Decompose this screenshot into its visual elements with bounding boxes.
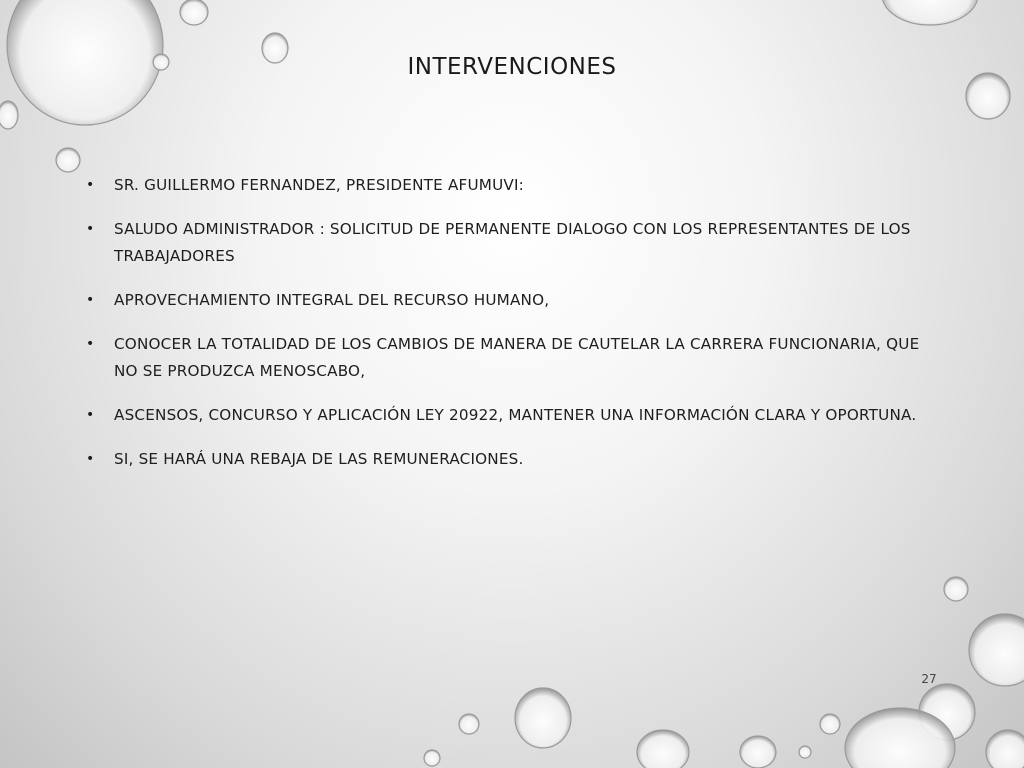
bullet-text: SR. GUILLERMO FERNANDEZ, PRESIDENTE AFUMUVI: — [114, 176, 525, 194]
bullet-item — [86, 446, 936, 473]
water-drop — [515, 688, 571, 748]
water-drop — [820, 714, 840, 734]
bullet-icon: • — [86, 177, 95, 193]
bullet-item — [86, 287, 936, 314]
bullet-icon: • — [86, 451, 95, 467]
bullet-item — [86, 172, 936, 199]
bullet-icon: • — [86, 407, 95, 423]
bullet-item — [86, 402, 936, 429]
bullet-item — [86, 331, 936, 385]
water-drop — [424, 750, 440, 766]
bullet-icon: • — [86, 336, 95, 352]
water-drop — [637, 730, 689, 768]
water-drop — [944, 577, 968, 601]
water-drop — [740, 736, 776, 768]
water-drop — [459, 714, 479, 734]
water-drop — [180, 0, 208, 25]
bullet-icon: • — [86, 292, 95, 308]
bullet-icon: • — [86, 221, 95, 237]
water-drop — [0, 101, 18, 129]
bullet-text: APROVECHAMIENTO INTEGRAL DEL RECURSO HUMANO, — [114, 291, 550, 309]
page-number: 27 — [921, 672, 937, 686]
water-drop — [56, 148, 80, 172]
slide-title: INTERVENCIONES — [407, 54, 617, 80]
water-drop — [799, 746, 811, 758]
bullet-text: CONOCER LA TOTALIDAD DE LOS CAMBIOS DE MANERA DE CAUTELAR LA CARRERA FUNCIONARIA, QUE NO SE PRODUZCA MENOSCABO, — [114, 335, 920, 380]
bullet-text: SI, SE HARÁ UNA REBAJA DE LAS REMUNERACIONES. — [114, 450, 524, 468]
bullet-item — [86, 216, 936, 270]
water-drop — [882, 0, 978, 25]
water-drop — [969, 614, 1024, 686]
bullet-list — [86, 172, 936, 490]
bullet-text: SALUDO ADMINISTRADOR : SOLICITUD DE PERMANENTE DIALOGO CON LOS REPRESENTANTES DE LOS TRABAJADORES — [114, 220, 911, 265]
bullet-text: ASCENSOS, CONCURSO Y APLICACIÓN LEY 20922, MANTENER UNA INFORMACIÓN CLARA Y OPORTUNA. — [114, 406, 917, 424]
water-drop — [986, 730, 1024, 768]
